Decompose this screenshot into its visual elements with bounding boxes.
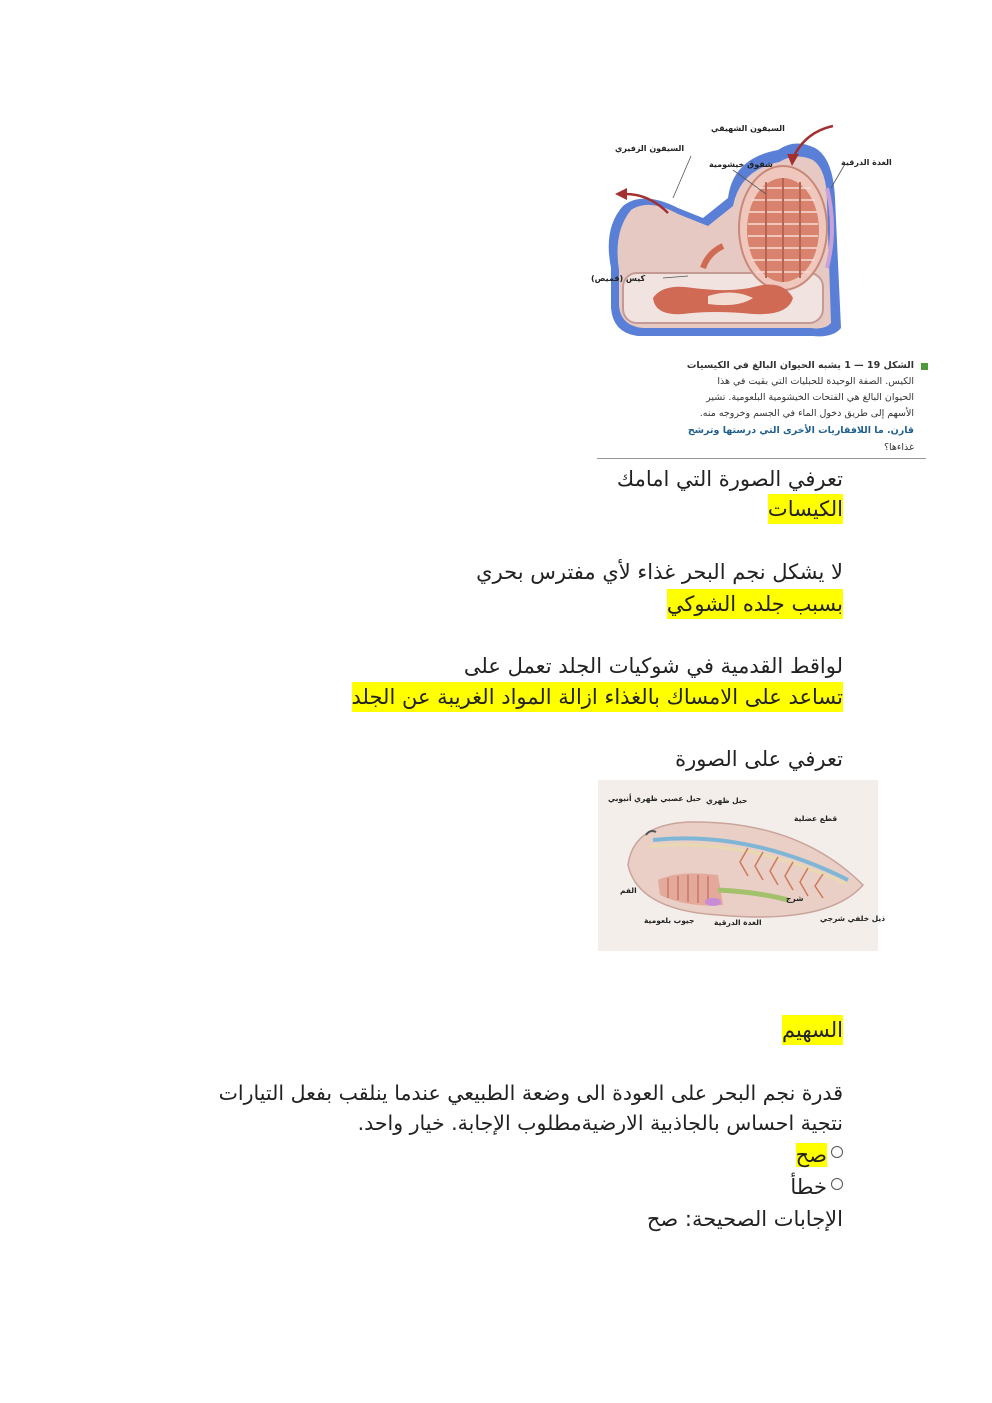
option-false-row[interactable] — [790, 1172, 843, 1202]
label-mouth: الفم — [620, 886, 637, 895]
label-siphon-inhalant: السيفون الشهيقي — [711, 124, 785, 133]
tunicate-figure — [583, 118, 938, 463]
label-dorsal-nerve: حبل عصبي ظهري أنبوبي — [608, 794, 702, 803]
answer-1: الكيسات — [768, 494, 843, 524]
label-gill-slits: شقوق خيشومية — [709, 160, 773, 169]
label-siphon-exhalant: السيفون الزفيري — [615, 144, 685, 153]
caption-line-1: الشكل 19 — 1 يشبه الحيوان البالغ في الكيسيات — [686, 360, 914, 371]
caption-line-4: الأسهم إلى طريق دخول الماء في الجسم وخروجه منه. — [699, 408, 914, 419]
label-sac: كيس (قميص) — [591, 274, 646, 283]
radio-true[interactable] — [831, 1146, 843, 1158]
caption-line-2: الكيس. الصفة الوحيدة للحبليات التي بقيت في هذا — [717, 376, 914, 387]
figure-caption — [583, 358, 928, 458]
caption-line-6: غذاءها؟ — [883, 442, 914, 453]
caption-line-3: الحيوان البالغ هي الفتحات الخيشومية البلعومية. تشير — [706, 392, 914, 403]
label-post-anal-tail: ذيل خلفي شرجي — [820, 914, 886, 923]
question-2: لا يشكل نجم البحر غذاء لأي مفترس بحري — [476, 560, 843, 584]
answer-3: تساعد على الامساك بالغذاء ازالة المواد الغريبة عن الجلد — [352, 682, 843, 712]
correct-answers: الإجابات الصحيحة: صح — [646, 1207, 843, 1231]
label-thyroid: الغدة الدرقية — [714, 918, 762, 927]
option-true-row[interactable] — [796, 1140, 843, 1170]
caption-rule — [597, 458, 926, 459]
amphioxus-figure — [598, 780, 886, 951]
option-true-label[interactable]: صح — [795, 1143, 827, 1167]
caption-bullet — [921, 363, 928, 370]
label-thyroid-gland: الغدة الدرقية — [841, 158, 892, 167]
radio-false[interactable] — [831, 1178, 843, 1190]
label-pharyngeal-pouches: جيوب بلعومية — [644, 916, 695, 925]
option-false-label[interactable]: خطأ — [790, 1175, 827, 1199]
question-4: تعرفي على الصورة — [675, 747, 843, 771]
question-5: قدرة نجم البحر على العودة الى وضعة الطبيعي عندما ينلقب بفعل التيارات نتجية احساس بالجاذبية الارضيةمطلوب الإجابة. خيار واحد. — [218, 1081, 843, 1135]
question-1: تعرفي الصورة التي امامك — [616, 467, 843, 491]
question-3: لواقط القدمية في شوكيات الجلد تعمل على — [463, 654, 843, 678]
caption-line-5: قارن. ما اللافقاريات الأخرى التي درستها وترشح — [687, 425, 914, 436]
answer-4: السهيم — [782, 1015, 843, 1045]
label-muscle-blocks: قطع عضلية — [794, 814, 838, 823]
label-notochord: حبل ظهري — [706, 796, 748, 805]
answer-2: بسبب جلده الشوكي — [667, 589, 843, 619]
label-anus: شرج — [786, 894, 804, 903]
